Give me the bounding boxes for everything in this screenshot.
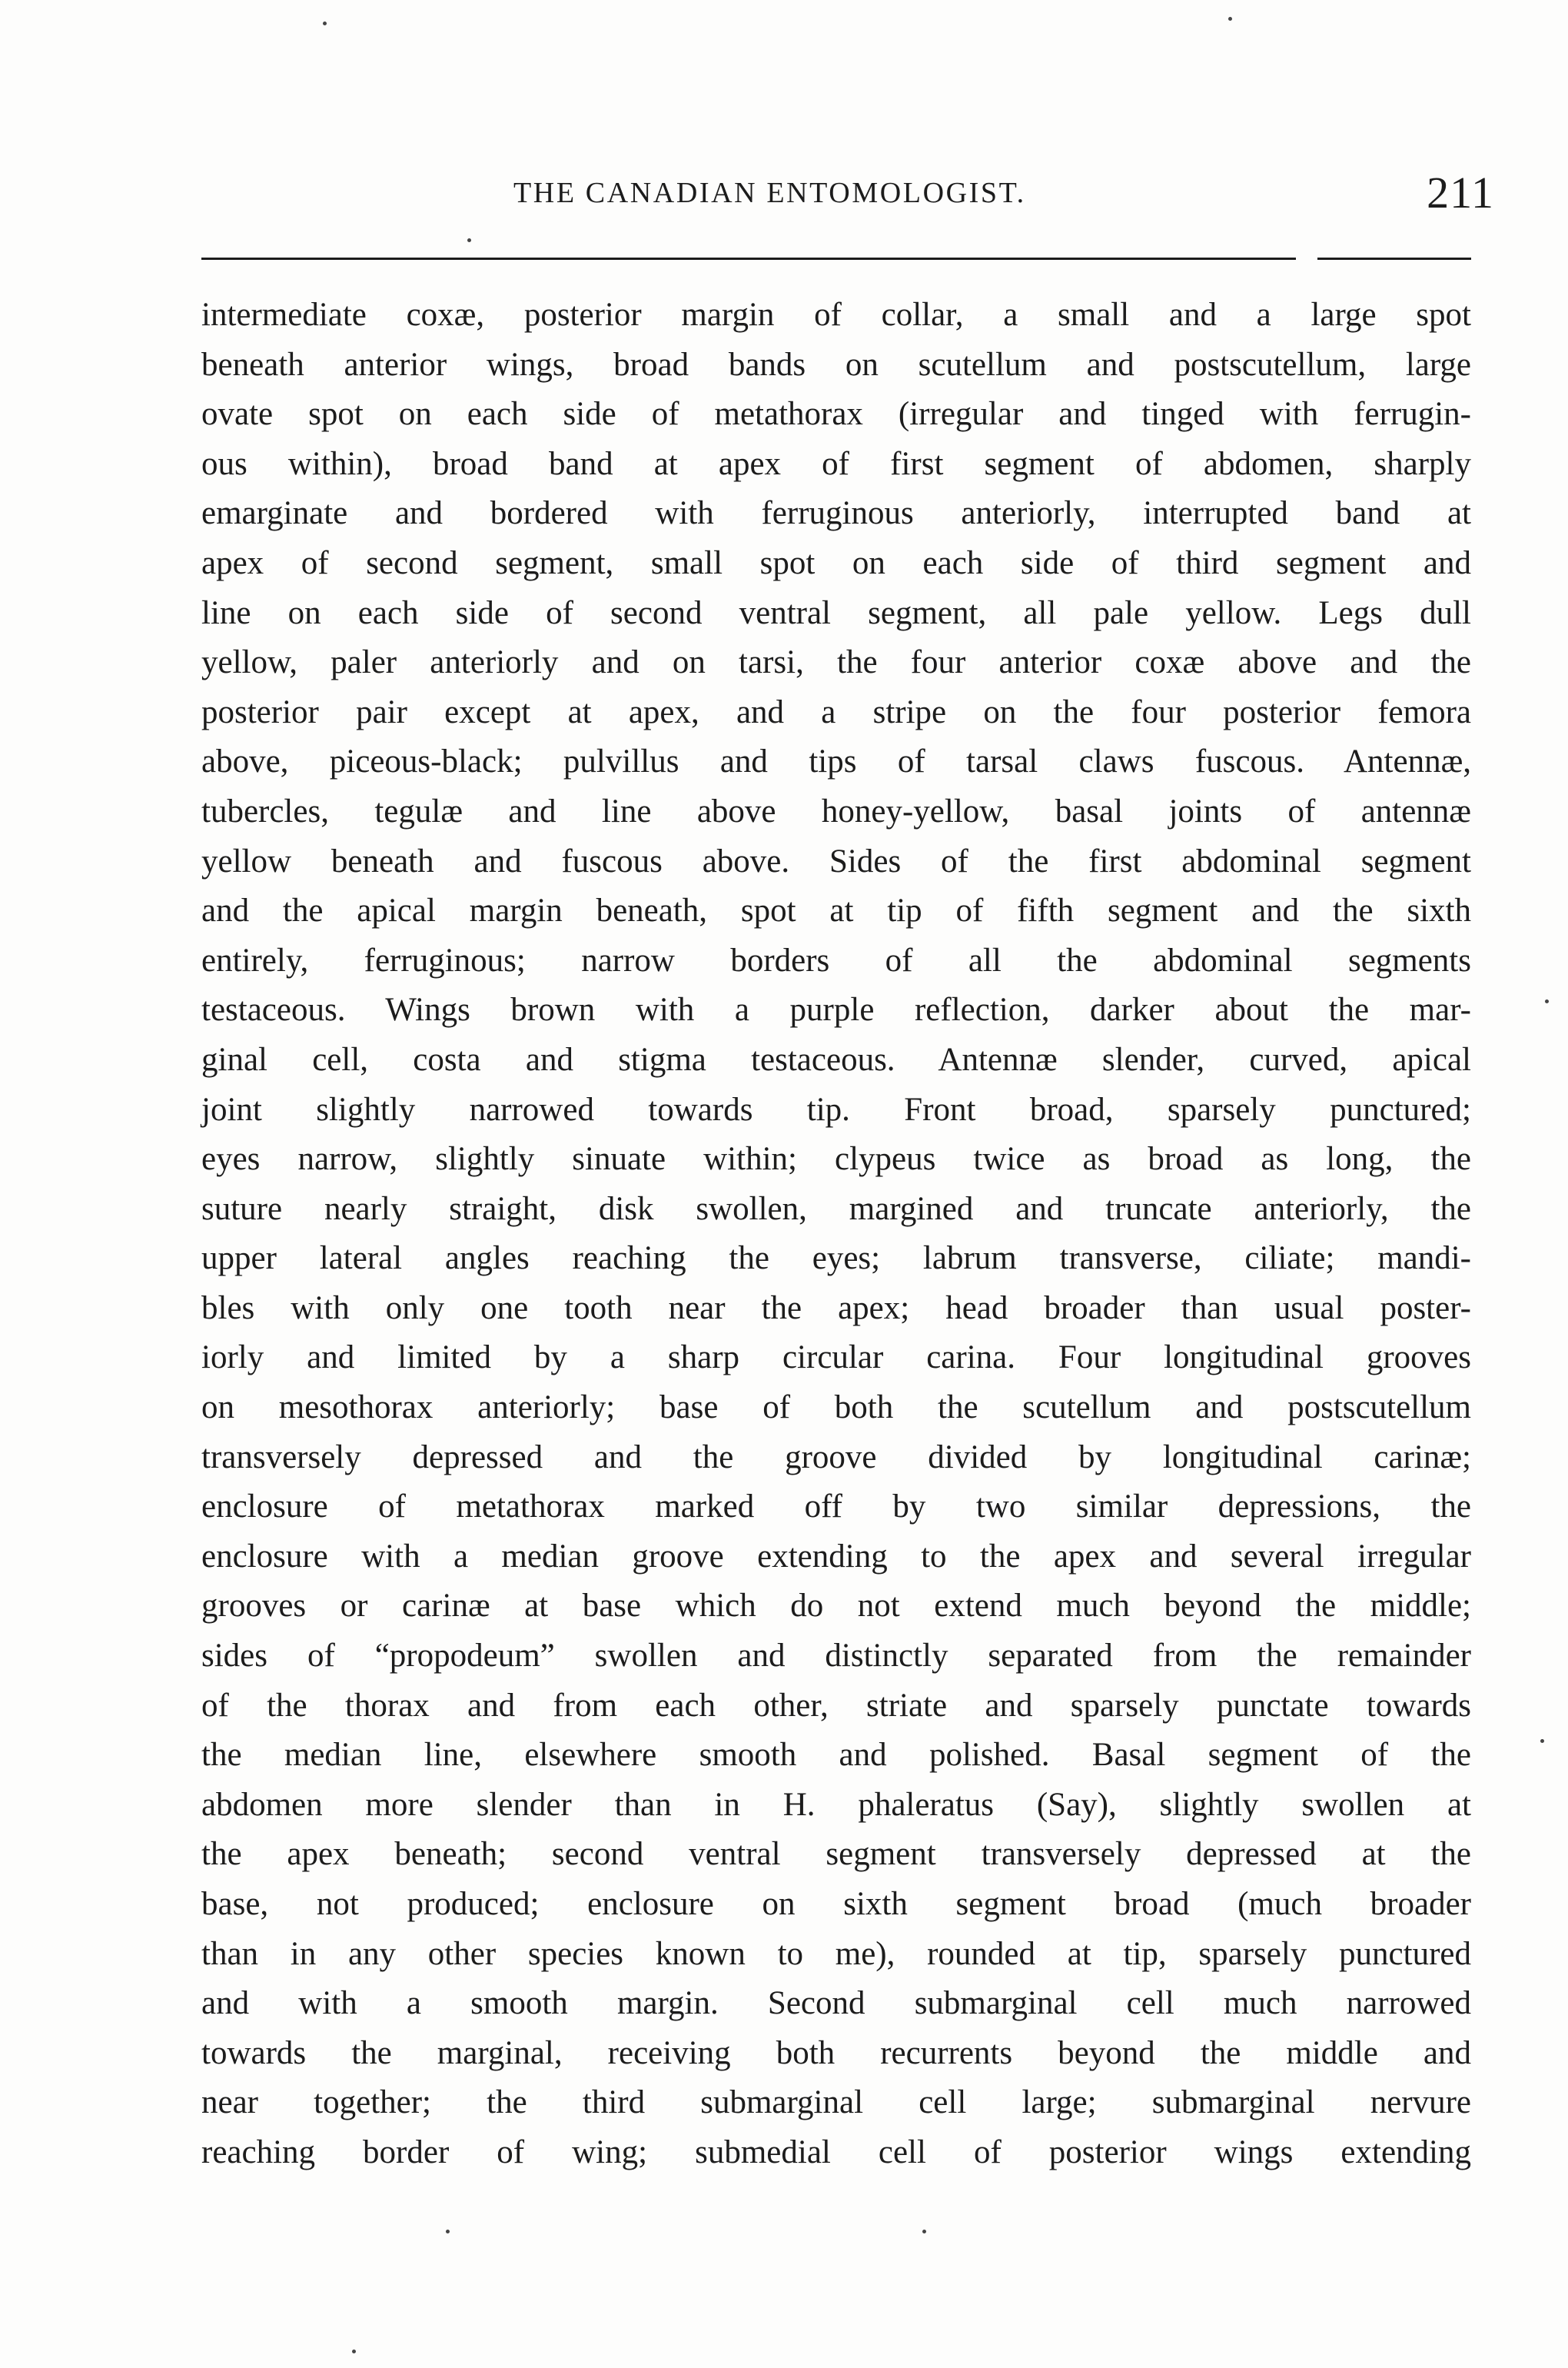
text-line: beneath anterior wings, broad bands on scutellum and postscutellum, large [201,346,1471,383]
text-line: sides of “propodeum” swollen and distinctly separated from the remainder [201,1638,1471,1675]
text-line: the median line, elsewhere smooth and polished. Basal segment of the [201,1737,1471,1774]
scan-speck [1540,1739,1544,1743]
text-line: of the thorax and from each other, striate and sparsely punctate towards [201,1687,1471,1724]
page-header [200,168,1494,227]
scan-speck [467,238,471,242]
text-line: and with a smooth margin. Second submarginal cell much narrowed [201,1985,1471,2022]
text-line: intermediate coxæ, posterior margin of collar, a small and a large spot [201,297,1471,333]
text-line: emarginate and bordered with ferruginous anteriorly, interrupted band at [201,495,1471,532]
text-line: ous within), broad band at apex of first segment of abdomen, sharply [201,445,1471,482]
text-line: than in any other species known to me), rounded at tip, sparsely punctured [201,1935,1471,1972]
text-line: enclosure with a median groove extending to the apex and several irregular [201,1538,1471,1575]
page-number: 211 [1427,168,1494,218]
text-line: ovate spot on each side of metathorax (irregular and tinged with ferrugin- [201,396,1471,433]
text-line: the apex beneath; second ventral segment transversely depressed at the [201,1836,1471,1873]
text-line: yellow beneath and fuscous above. Sides of the first abdominal segment [201,843,1471,880]
text-line: line on each side of second ventral segment, all pale yellow. Legs dull [201,594,1471,631]
text-line: suture nearly straight, disk swollen, margined and truncate anteriorly, the [201,1190,1471,1227]
text-line: abdomen more slender than in H. phaleratus (Say), slightly swollen at [201,1786,1471,1823]
scan-speck [352,2350,356,2353]
text-line: reaching border of wing; submedial cell of posterior wings extending [201,2134,1471,2170]
scan-speck [922,2230,926,2233]
body-text [201,291,1471,2178]
text-line: enclosure of metathorax marked off by two similar depressions, the [201,1488,1471,1525]
text-line: eyes narrow, slightly sinuate within; clypeus twice as broad as long, the [201,1141,1471,1178]
text-line: testaceous. Wings brown with a purple reflection, darker about the mar- [201,992,1471,1029]
running-title: THE CANADIAN ENTOMOLOGIST. [513,177,1026,209]
text-line: iorly and limited by a sharp circular carina. Four longitudinal grooves [201,1339,1471,1376]
scan-speck [323,22,327,25]
header-rule [201,258,1471,260]
text-line: joint slightly narrowed towards tip. Front broad, sparsely punctured; [201,1091,1471,1128]
scan-speck [1545,999,1549,1003]
text-line: on mesothorax anteriorly; base of both the scutellum and postscutellum [201,1389,1471,1426]
text-line: near together; the third submarginal cell large; submarginal nervure [201,2084,1471,2121]
text-line: above, piceous-black; pulvillus and tips of tarsal claws fuscous. Antennæ, [201,743,1471,780]
text-line: transversely depressed and the groove divided by longitudinal carinæ; [201,1438,1471,1475]
text-line: grooves or carinæ at base which do not extend much beyond the middle; [201,1588,1471,1625]
text-line: apex of second segment, small spot on each side of third segment and [201,544,1471,581]
text-line: upper lateral angles reaching the eyes; labrum transverse, ciliate; mandi- [201,1240,1471,1277]
text-line: tubercles, tegulæ and line above honey-yellow, basal joints of antennæ [201,793,1471,830]
text-line: and the apical margin beneath, spot at tip of fifth segment and the sixth [201,893,1471,930]
scan-speck [446,2230,450,2233]
text-line: base, not produced; enclosure on sixth segment broad (much broader [201,1886,1471,1922]
scan-speck [1228,17,1232,21]
text-line: posterior pair except at apex, and a stripe on the four posterior femora [201,693,1471,730]
text-line: yellow, paler anteriorly and on tarsi, the four anterior coxæ above and the [201,644,1471,681]
header-rule-gap [1296,254,1317,263]
text-line: towards the marginal, receiving both recurrents beyond the middle and [201,2034,1471,2071]
text-line: ginal cell, costa and stigma testaceous. Antennæ slender, curved, apical [201,1041,1471,1078]
text-line: bles with only one tooth near the apex; head broader than usual poster- [201,1289,1471,1326]
text-line: entirely, ferruginous; narrow borders of all the abdominal segments [201,942,1471,979]
